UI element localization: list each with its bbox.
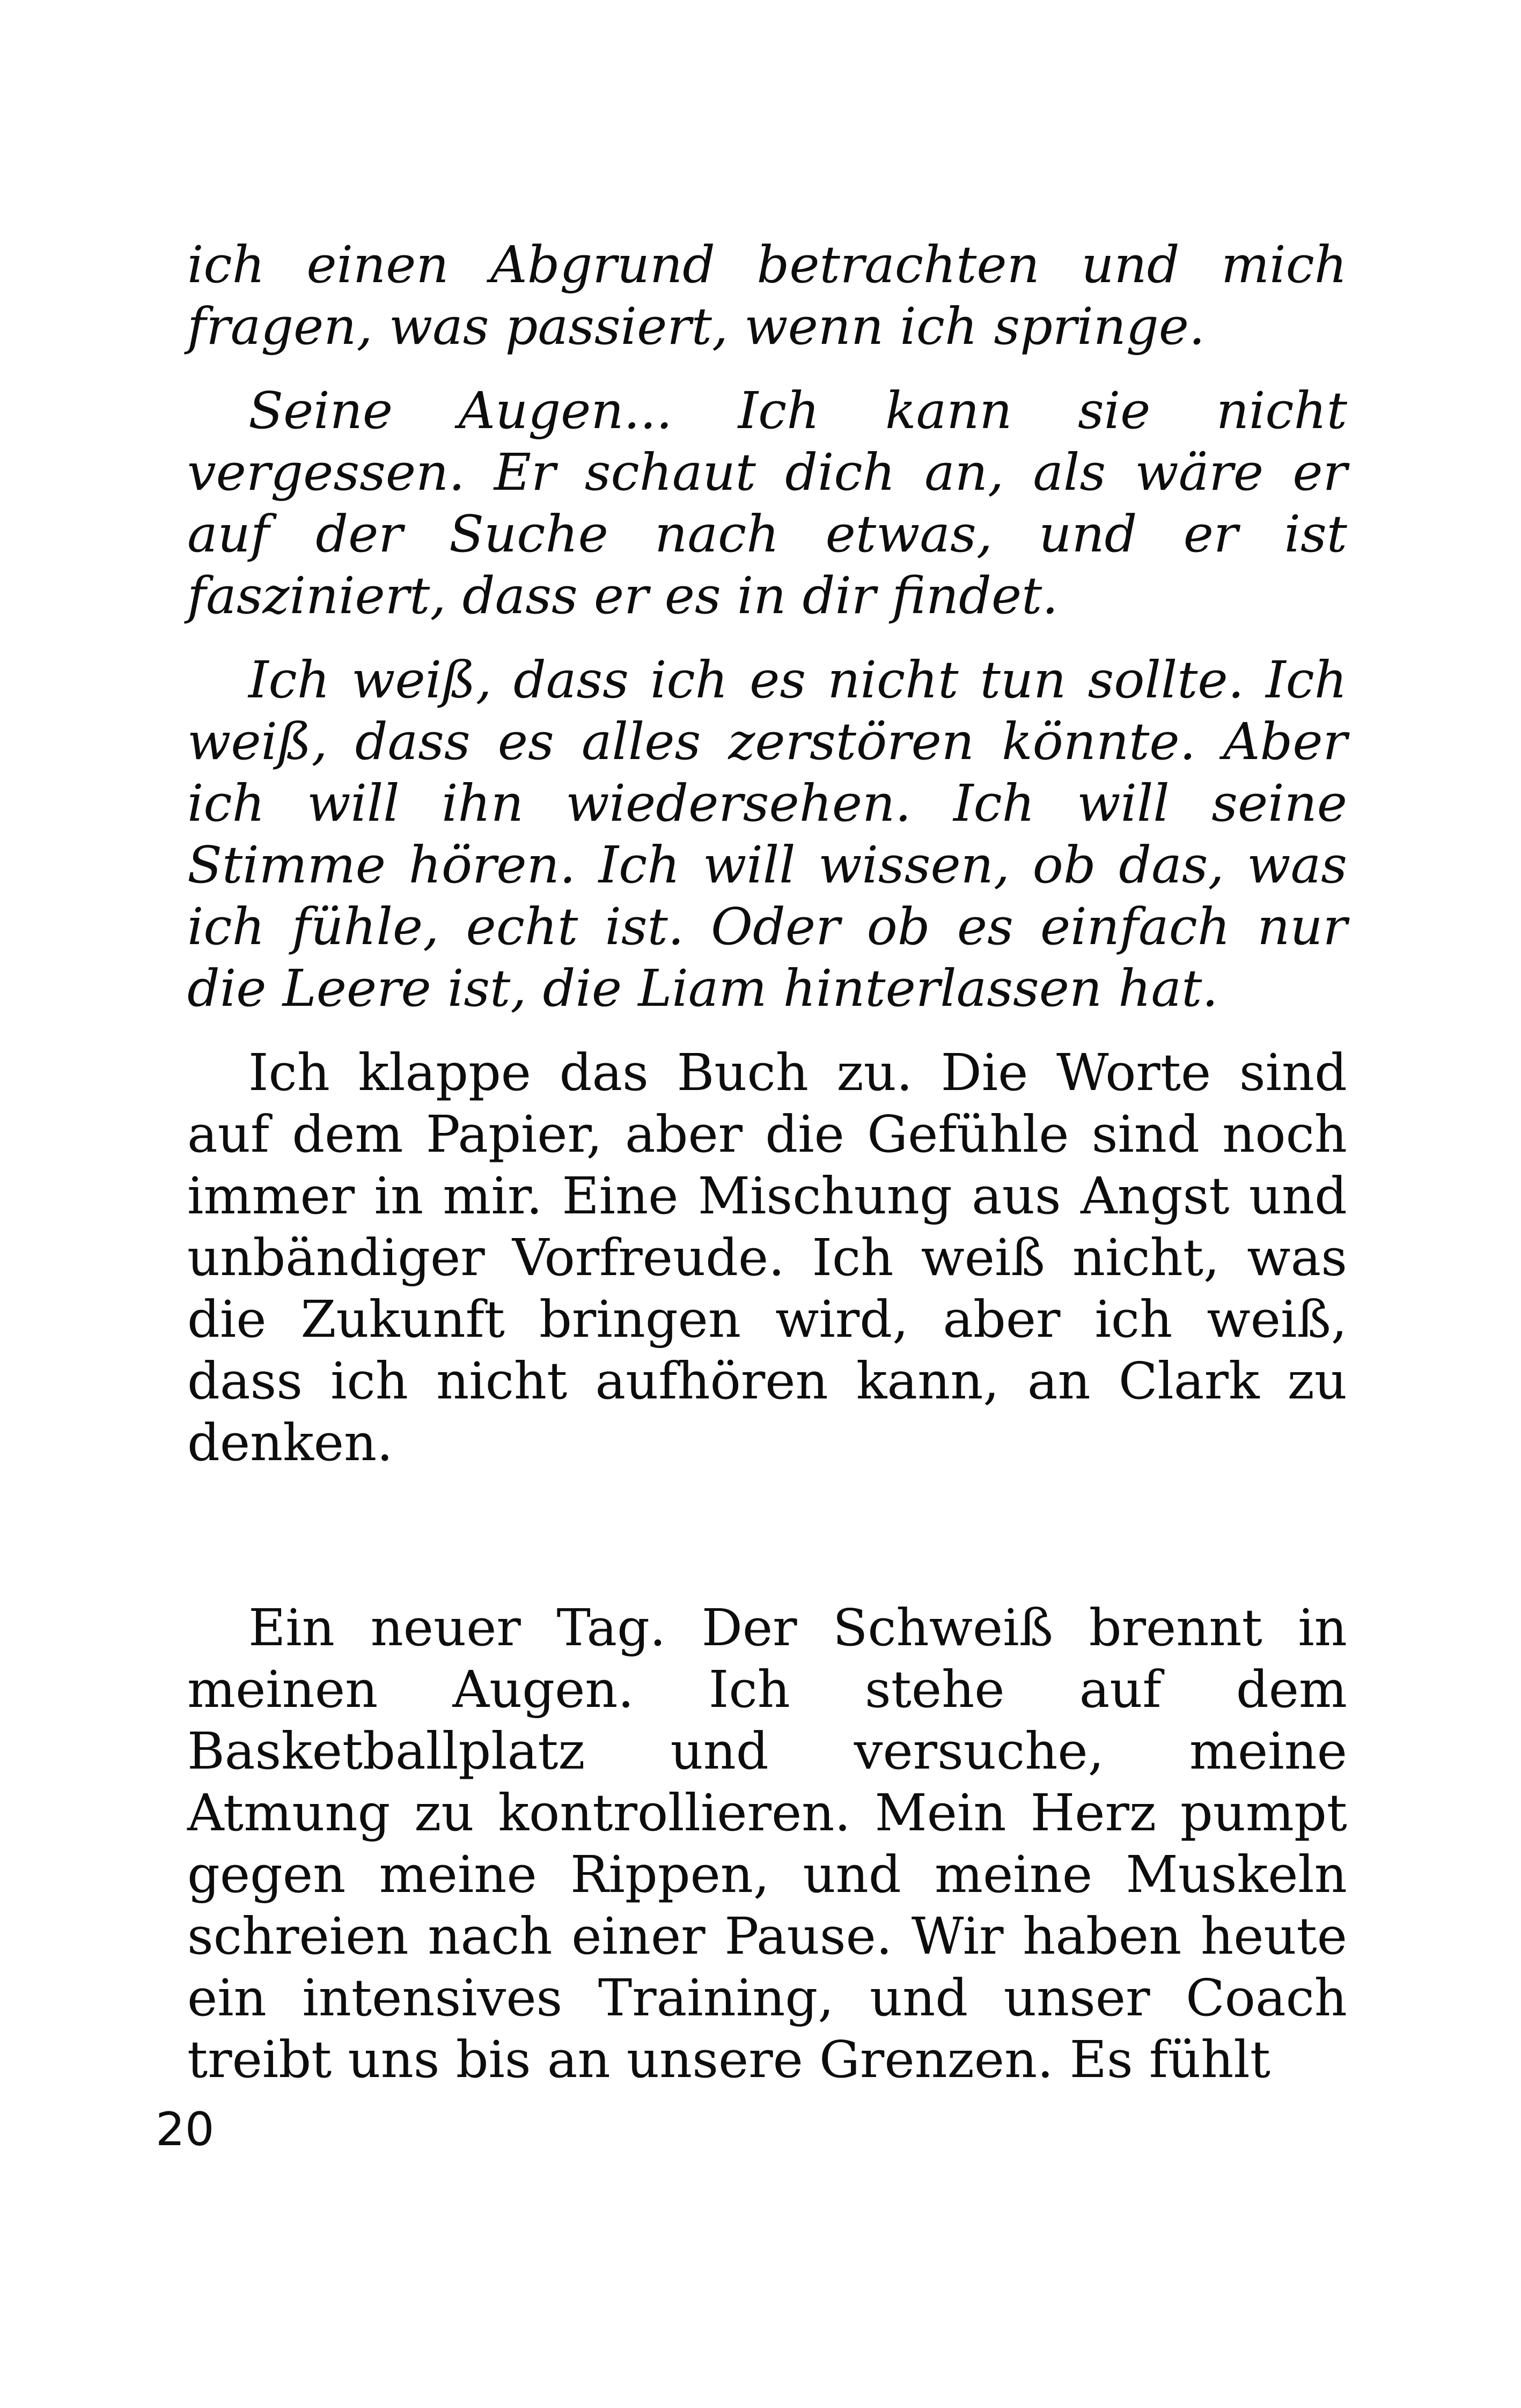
page-body [187,234,1347,2091]
diary-paragraph-1: ich einen Abgrund betrachten und mich fragen, was passiert, wenn ich springe. [187,235,1347,356]
narrative-paragraph-2: Ein neuer Tag. Der Schweiß brennt in meinen Augen. Ich stehe auf dem Basketballplatz und versuche, meine Atmung zu kontrollieren. Mein Herz pumpt gegen meine Rippen, und meine Muskeln schreien nach einer Pause. Wir haben heute ein intensives Training, und unser Coach treibt uns bis an unsere Grenzen. Es fühlt [187,1599,1347,2089]
page-number: 20 [156,2103,215,2156]
narrative-paragraph-1: Ich klappe das Buch zu. Die Worte sind auf dem Papier, aber die Gefühle sind noch immer in mir. Eine Mischung aus Angst und unbändiger Vorfreude. Ich weiß nicht, was die Zukunft bringen wird, aber ich weiß, dass ich nicht aufhören kann, an Clark zu denken. [187,1043,1347,1472]
diary-paragraph-2: Seine Augen... Ich kann sie nicht vergessen. Er schaut dich an, als wäre er auf der Suche nach etwas, und er ist fasziniert, dass er es in dir findet. [187,381,1347,625]
diary-paragraph-3: Ich weiß, dass ich es nicht tun sollte. Ich weiß, dass es alles zerstören könnte. Aber ich will ihn wiedersehen. Ich will seine Stimme hören. Ich will wissen, ob das, was ich fühle, echt ist. Oder ob es einfach nur die Leere ist, die Liam hinterlassen hat. [187,651,1347,1018]
